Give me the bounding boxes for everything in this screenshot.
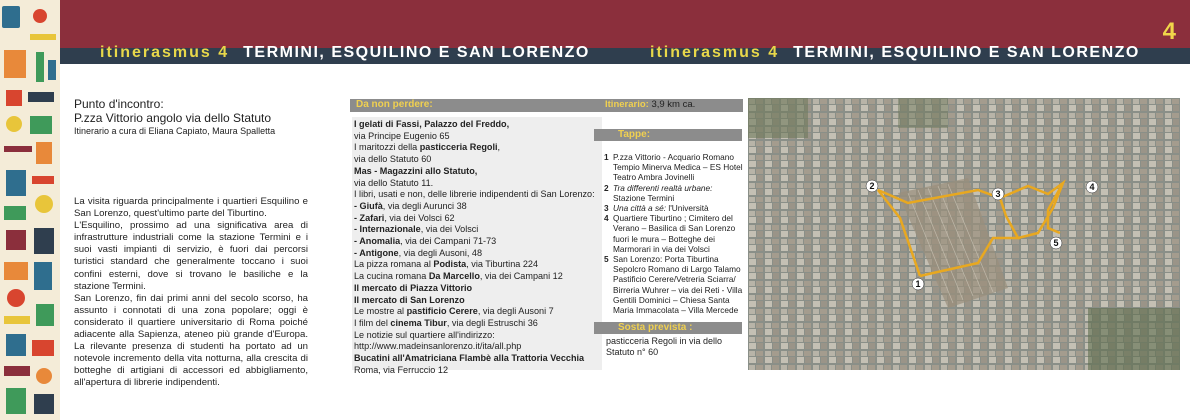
- tappa-item: 1 P.zza Vittorio - Acquario Romano Tempio Minerva Medica – ES Hotel Teatro Ambra Jovinelli: [604, 152, 743, 183]
- marker-3-label: 3: [995, 189, 1001, 199]
- list-line: I gelati di Fassi, Palazzo del Freddo,: [354, 119, 510, 129]
- sosta-label: Sosta prevista :: [618, 322, 693, 333]
- list-line: - Anomalia, via dei Campani 71-73: [354, 236, 497, 247]
- page-number: 4: [1162, 18, 1176, 45]
- list-line: I libri, usati e non, delle librerie indipendenti di San Lorenzo:: [354, 189, 595, 200]
- description-text: [74, 196, 308, 390]
- map-image: [748, 98, 1180, 370]
- tappe-list: [604, 152, 744, 315]
- marker-4-label: 4: [1089, 182, 1095, 192]
- tappe-label: Tappe:: [618, 129, 651, 140]
- itinerary-value: 3,9 km ca.: [651, 99, 696, 110]
- list-line: I film del cinema Tibur, via degli Estruschi 36: [354, 317, 538, 328]
- paragraph: San Lorenzo, fin dai primi anni del secolo scorso, ha assunto i connotati di una zona popolare; oggi è considerato il quartiere universitario di Roma poiché adiacente alla Sapienza, ateneo più grande d'Europa. La rilevante presenza di studenti ha portato ad un notevole incremento della vita notturna, alla crescita di botteghe di artigiani di accessori ed abbigliamento, all'apertura di librerie indipendenti.: [74, 292, 308, 389]
- list-line: La cucina romana Da Marcello, via dei Campani 12: [354, 271, 563, 282]
- pen-icon: [4, 146, 32, 152]
- list-line: I maritozzi della pasticceria Regoli,: [354, 142, 501, 153]
- scissors-icon: [6, 230, 26, 250]
- list-line: http://www.madeinsanlorenzo.it/ita/all.php: [354, 341, 522, 352]
- list-line: Mas - Magazzini allo Statuto,: [354, 165, 478, 176]
- list-line: via Principe Eugenio 65: [354, 130, 450, 141]
- glue-icon: [36, 52, 44, 82]
- folder-icon: [4, 50, 26, 78]
- notebook-icon: [2, 6, 20, 28]
- header-title-right: [650, 44, 1140, 62]
- brand-label: itinerasmus 4: [100, 44, 230, 61]
- list-line: Le notizie sul quartiere all'indirizzo:: [354, 329, 495, 340]
- meeting-label: Punto d'incontro:: [74, 97, 164, 111]
- stationery-pattern: [0, 0, 60, 420]
- list-line: Il mercato di Piazza Vittorio: [354, 282, 473, 293]
- tappa-item: 2 Tra differenti realtà urbane: Stazione Termini: [604, 182, 713, 203]
- coin-icon: [6, 116, 22, 132]
- book-icon: [32, 340, 54, 356]
- list-line: via dello Statuto 11.: [354, 177, 434, 188]
- decorative-strip: [0, 0, 60, 420]
- list-line: Bucatini all'Amatriciana Flambè alla Trattoria Vecchia Roma, via Ferruccio 12: [354, 353, 585, 375]
- non-perdere-list: [354, 119, 598, 376]
- sosta-header: [594, 322, 742, 334]
- tappa-item: 3 Una città a sé: l'Università: [604, 203, 709, 214]
- list-line: Il mercato di San Lorenzo: [354, 294, 465, 305]
- ruler-icon: [28, 92, 54, 102]
- marker-1-label: 1: [915, 279, 921, 289]
- tappa-item: 4 Quartiere Tiburtino ; Cimitero del Verano – Basilica di San Lorenzo fuori le mura – Botteghe dei Marmorari in via dei Volsci: [604, 213, 736, 254]
- list-line: - Internazionale, via dei Volsci: [354, 224, 479, 235]
- tappa-item: 5 San Lorenzo: Porta Tiburtina Sepolcro Romano di Largo Talamo Pastificio Cerere/Vetreria Sciarra/ Birreria Wuhrer – via dei Reti - Villa Gentili Dominici – Chiesa Santa Maria Immacolata – Villa Mercede: [604, 254, 743, 316]
- tappe-header: [594, 129, 742, 141]
- itinerary-label: Itinerario:: [605, 99, 649, 110]
- aerial-map: [748, 98, 1180, 370]
- list-line: - Antigone, via degli Ausoni, 48: [354, 247, 483, 258]
- header-title-left: [100, 44, 590, 62]
- header-subtitle: TERMINI, ESQUILINO E SAN LORENZO: [793, 44, 1140, 61]
- list-line: - Zafari, via dei Volsci 62: [354, 212, 455, 223]
- marker-2-label: 2: [869, 181, 875, 191]
- paragraph: L'Esquilino, prossimo ad una significativa area di infrastrutture industriali come la stazione Termini e i suoi vasti impianti di servizio, è fuori dai percorsi turistici standard che generalmente toccano i suoi confini esterni, dove si trovano le basiliche e la stazione Termini.: [74, 220, 308, 292]
- list-line: - Giufà, via degli Aurunci 38: [354, 200, 467, 211]
- marker-5-label: 5: [1053, 238, 1059, 248]
- list-line: La pizza romana al Podista, via Tiburtina 224: [354, 259, 539, 270]
- sosta-text: pasticceria Regoli in via dello Statuto n° 60: [606, 336, 723, 357]
- button-icon: [33, 9, 47, 23]
- list-line: Le mostre al pastificio Cerere, via degli Ausoni 7: [354, 306, 554, 317]
- non-perdere-label: Da non perdere:: [356, 99, 433, 110]
- pencil-icon: [30, 34, 56, 40]
- eraser-icon: [6, 90, 22, 106]
- itinerary-length: [605, 99, 695, 110]
- meeting-place: P.zza Vittorio angolo via dello Statuto: [74, 111, 272, 125]
- list-line: via dello Statuto 60: [354, 154, 432, 165]
- brand-label: itinerasmus 4: [650, 44, 780, 61]
- paragraph: La visita riguarda principalmente i quartieri Esquilino e San Lorenzo, quest'ultimo parte del Tiburtino.: [74, 196, 308, 220]
- header-subtitle: TERMINI, ESQUILINO E SAN LORENZO: [243, 44, 590, 61]
- meeting-point: [74, 97, 275, 137]
- itinerary-credit: Itinerario a cura di Eliana Capiato, Maura Spalletta: [74, 126, 276, 136]
